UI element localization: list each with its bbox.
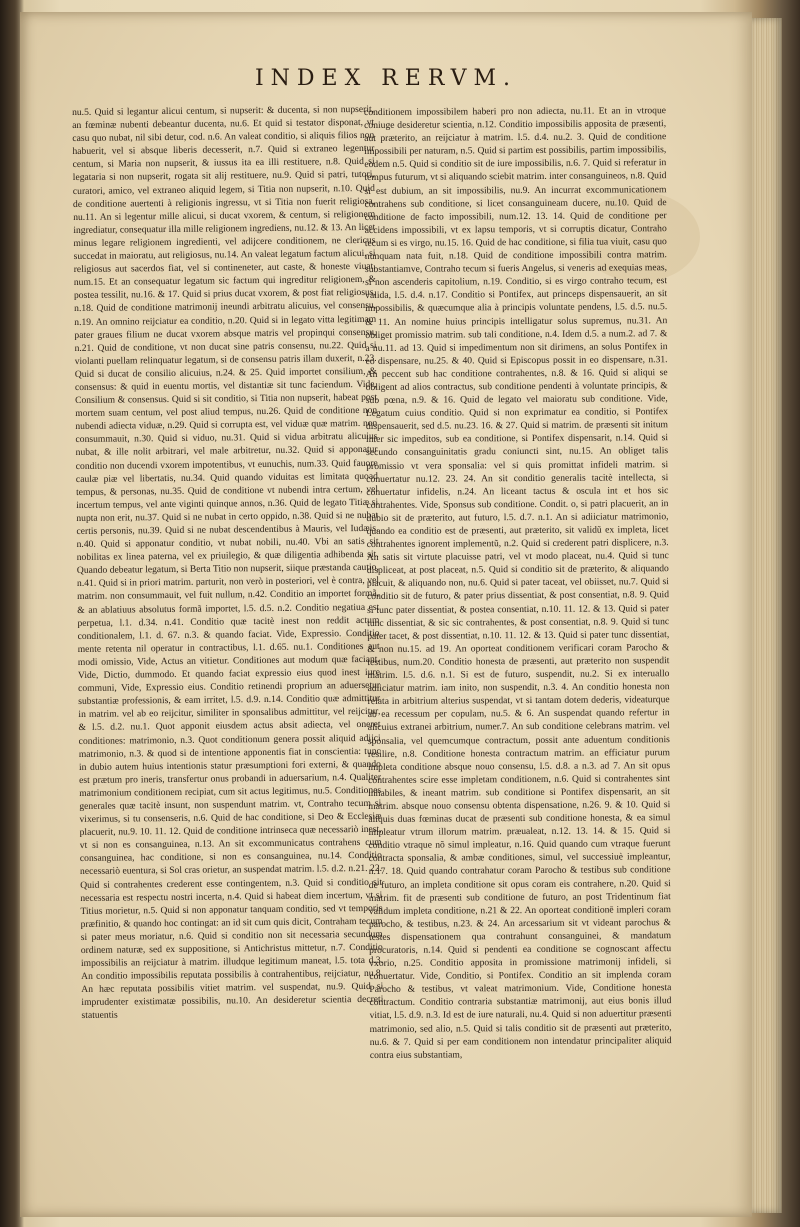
- index-text-right: conditionem impossibilem haberi pro non adiecta, nu.11. Et an in vtroque coniuge desideretur scientia, n.12. Conditio impossibilis apposita de præsenti, aut præterito, an reijciatur à matrim. l.5. d.4. nu.2. 3. Quid de conditione impossibili per naturam, n.5. Quid si partim est possibilis, partim impossibilis, eodem n.5. Quid si conditio sit de iure impossibilis, n.6. 7. Quid si referatur in tempus futurum, vt si aliquando sciebit matrim. inter consanguineos, n.8. Quid si est dubium, an sit impossibilis, nu.9. An incurrat excommunicationem contrahens sub conditione, si licet consanguineam ducere, nu.10. Quid de conditione de facto impossibili, num.12. 13. 14. Quid de conditione per accidens impossibili, vt ex lapsu temporis, vt si corruptis dicatur, Contraho tecum si es virgo, nu.15. 16. Quid de hac conditione, si filia tua viuit, casu quo nunquam nata fuit, n.18. Quid de conditione impossibili contra matrim. substantiamve, Contraho tecum si fueris Angelus, si veneris ad exequias meas, si non ascenderis capitolium, n.19. Conditio, si es virgo contraho tecum, est valida, l.5. d.4. n.17. Conditio si Pontifex, aut princeps dispensauerit, an sit impossibilis, & quæcumque alia à principis voluntate pendens, l.5. d.5. nu.5. & 11. An nomine huius principis intelligatur solus supremus, nu.31. An obliget promissio matrim. sub tali conditione, n.4. Idem d.5. a num.2. ad 7. & a nu.11. ad 13. Quid si impedimentum non sit dirimens, an solus Pontifex in eo dispensare, nu.25. & 40. Quid si Episcopus possit in eo dispensare, n.31. An peccent sub hac conditione contrahentes, n.8. & 16. Quid si aliqui se obligent ad alios contractus, sub conditione pendenti à voluntate principis, & sub pœna, n.9. & 16. Quid de legato vel maioratu sub conditione. Vide, Legatum cuius conditio. Quid si non exprimatur ea conditio, si Pontifex dispensauerit, sed d.5. nu.23. 16. & 27. Quid si matrim. de præsenti sit initum inter sic impeditos, sub ea conditione, si Pontifex dispensarit, n.14. Quid si secundo consanguinitatis gradu coniuncti sint, nu.15. An obliget talis promissio vt vera sponsalia: vel si quis promittat infideli matrim. si conuertatur nu.12. 23. 24. An sit conditio generalis tacitè intellecta, si conuertatur infidelis, n.24. An liceant tactus & oscula int et hos sic contrahentes. Vide, Sponsus sub conditione. Condit. o, si patri placuerit, an in dubio sit de præterito, aut futuro, l.5. d.7. n.1. An si adiiciatur matrimonio, quando ea conditio est de præsenti, aut præterito, sit validũ ex impleta, licet contrahentes ignorent implementũ, n.2. Quid si crederent patri displicere, n.3. An satis sit virtute placuisse patri, vel vt modo placeat, nu.4. Quid si tunc displiceat, at post placeat, n.5. Quid si conditio sit de præterito, & aliquando placuit, & aliquando non, nu.6. Quid si pater taceat, vel obiisset, nu.7. Quid si conditio sit de futuro, & pater prius dissentiat, & post consentiat, n.8. 9. Quid si tunc pater dissentiat, & postea consentiat, n.10. 11. 12. & 13. Quid si pater tunc dissentiat, & sic sic contrahentes, & post consentiat, n.8. 9. Quid si tunc pater tacet, & post dissentiat, n.10. 11. 12. & 13. Quid si pater tunc dissentiat, & non nu.15. ad 19. An oporteat conditionem verificari coram Parocho & testibus, num.20. Conditio honesta de præsenti, aut præterito non suspendit matrim. l.5. d.6. n.1. Si est de futuro, suspendit, nu.2. Si ex interuallo adiiciatur matrim. iam inito, non suspendit, n.3. 4. An conditio honesta non relata in arbitrium alterius suspendat, vt si tantam dotem dederis, videaturque ab ea recessum per copulam, nu.5. & 6. An suspendat quando refertur in alicuius extranei arbitrium, numer.7. An sub conditione celebrans matrim. vel sponsalia, vel quemcumque contractum, possit ante aduentum conditionis resilire, n.8. Conditione honesta contractum matrim. an efficiatur purum impleta conditione absque nouo consensu, l.5. d.8. a n.3. ad 7. An sit opus contrahentes scire esse impletam conditionem, n.6. Quid si contrahentes sint inhabiles, & ineant matrim. sub conditione si Pontifex dispensarit, an sit matrim. absque nouo consensu obtenta dispensatione, n.26. 9. & 10. Quid si aliquis duas fœminas ducat de præsenti sub conditione honesta, & ea simul impleatur vtrum illorum matrim. præualeat, n.12. 13. 14. & 15. Quid si conditio vtraque nõ simul impleatur, n.16. Quid quando cum vtraque fuerunt contracta sponsalia, & ambæ conditiones, simul, vel successiuè impleantur, n.17. 18. Quid quando contrahatur coram Parocho & testibus sub conditione de futuro, an impleta conditione sit opus coram eis contrahere, n.20. Quid si matrim. fit de præsenti sub conditione de futuro, an post Tridentinum fiat validum impleta conditione, n.21 & 22. An oporteat conditionē impleri coram parocho, & testibus, n.23. & 24. An arcessarium sit vt videant parochus & testes dispensationem qua contrahunt consanguinei, & mandatum procuratoris, n.14. Quid si pendenti ea conditione se cognoscant affectu vxorio, n.25. Conditio apposita in promissione matrimonij infideli, si conuertatur. Vide, Conditio, si Pontifex. Conditio an sit implenda coram Parocho & testibus, vt valeat matrimonium. Vide, Conditione honesta contractum. Conditio contraria substantiæ matrimonij, aut eius bonis illud vitiat, l.5. d.9. n.3. Id est de iure naturali, nu.4. Quid si non aduertitur præsenti matrimonio, sed alio, n.5. Quid si talis conditio sit de præsenti aut præterito, nu.6. & 7. Quid si per eam conditionem non intendatur principaliter aliquid contra eius substantiam,: [364, 105, 672, 1061]
- index-column-right: [364, 104, 673, 1206]
- page-title: INDEX RERVM.: [254, 66, 518, 91]
- page-fore-edge: [752, 18, 782, 1213]
- index-column-left: [72, 103, 386, 1206]
- book-page: [20, 12, 752, 1217]
- index-text-left: nu.5. Quid si legantur alicui centum, si nupserit: & ducenta, si non nupserit, an fœminæ nubenti debeantur ducenta, nu.6. Et quid si testator disponat, vt casu quo nubat, nil sibi detur, cod. n.6. An valeat conditio, si aliquis filios non habuerit, vel si absque liberis decesserit, n.7. Quid si extraneo legentur centum, si Maria non nupserit, & iussus ita ea illi restituere, n.8. Quid si legataria si non nupserit, rogata sit alij restituere, nu.9. Quid si patri, tutori, curatori, amico, vel extraneo aliquid legem, si Titia non nupserit, n.10. Quid de conditione auertenti à religionis ingressu, vt si Titia non fuerit religiosa, nu.11. An si legentur mille alicui, si ducat vxorem, & centum, si religionem ingrediatur, consequatur illa mille religionem ingrediens, nu.12. & 13. An licet minus legare religionem ingredienti, vel adijcere conditionem, ne clericus succedat in maioratu, aut religiosus, nu.14. An valeat legatum factum alicui, si religiosus aut sacerdos fiat, vel si contineneter, aut caste, & honeste viuat, num.15. Et an consequatur legatum sic factum qui ingreditur religionem, & postea tessilit, nu.16. & 17. Quid si prius ducat vxorem, & post fiat religiosus, n.18. Quid de conditione matrimonij ineundi arbitratu alicuius, vel consensu, n.19. An omnino reijciatur ea conditio, n.20. Quid si in legato vitta legitimam pater graues filium ne ducat vxorem absque matris vel propinqui consensu, n.21. Quid de conditione, vt non ducat sine patris consensu, nu.22. Quid si violanti puellam relinquatur legatum, si de consensu patris illam duxerit, n.23. Quid si ducat de consilio alicuius, n.24. & 25. Quid importet consilium, & consensus: & quid in euentu mortis, vel distantiæ sit tunc faciendum. Vide, Consilium & consensus. Quid si sit conditio, si Titia non nupserit, habeat post mortem suam centum, vel post aliud tempus, nu.26. Quid de conditione non nubendi adiecta viduæ, n.29. Quid si corrupta est, vel viduæ quæ matrim. non consummauit, n.30. Quid si viduo, nu.31. Quid si vidua arbitratu alicuius nubat, & ille nolit arbitrari, vel male arbitretur, nu.32. Quid si apponatur conditio non ducendi vxorem impotentibus, vt eunuchis, num.33. Quid fauore caulæ piæ vel libertatis, nu.34. Quid quando viduitas est limitata quoad tempus, & personas, nu.35. Quid de conditione vt nubendi intra certum, vel incertum tempus, vel ante viginti quinque annos, n.36. Quid de legato Titiæ si nupta non erit, nu.37. Quid si ne nubat in certo oppido, n.38. Quid si ne nubat certis personis, nu.39. Quid si ne nubat descendentibus à Mauris, vel Iudæis, n.40. Quid si apponatur conditio, vt nubat nobili, nu.40. Vbi an satis sit nobilitas ex linea paterna, vel ex priuilegio, & quæ diligentia adhibenda sit. Quando debeatur legatum, si Berta Titio non nupserit, siique præstanda cautio, n.41. Quid si in priori matrim. parturit, non verò in posteriori, vel è contra, vel matrim. non consummauit, vel fuit nullum, n.42. Conditio an importet formã, & an ablatiuus absolutus formã importet, l.5. d.5. n.2. Conditio negatiua est perpetua, l.1. d.34. n.41. Conditio quæ tacitè inest non reddit actum conditionalem, l.1. d. 67. n.3. & quando faciat. Vide, Expressio. Conditio mente retenta nil operatur in contractibus, l.1. d.65. nu.1. Conditiones aut modi omissio, Vide, Actus an vitietur. Conditiones aut modum quæ faciant. Vide, Dictio, dummodo. Et quando faciat expressio eius quod inest iure communi, Vide, Expressio eius. Conditio retinendi proprium an aduersetur substantiæ professionis, & eam irritet, l.5. d.9. n.14. Conditio quæ admittitur in matrim. vel ab eo reijcitur, similiter in sponsalibus admittitur, vel reijcitur, & l.5. d.2. nu.1. Quot apponit eiusdem actus absit adiecta, vel oneret conditiones: matrimonio, n.3. Quot conditionum genera possit aliquid adijci matrimonio, n.3. & quod si de intentione apponentis fiat in conscientia: tunc in dubio autem huius intentionis statur præsumptioni fori externi, & quando est prætum pro ineris, transfertur onus probandi in aduersarium, n.4. Qualiter matrimonium conditionem recipiat, cum sit actus legitimus, nu.5. Conditiones generales quæ tacitè insunt, non suspendunt matrim. vt, Contraho tecum si vixerimus, si tu consenseris, n.6. Quid de hac conditione, si Deo & Ecclesiæ placuerit, nu.9. 10. 11. 12. Quid de conditione intrinseca quæ necessariò inest, vt si non es consanguinea, n.13. An sit excommunicatus contrahens cum consanguinea, hac conditione, si non es consanguinea, nu.14. Conditio necessariò euentura, si Sol cras orietur, an suspendat matrim. l.5. d.2. n.21. 22. Quid si contrahentes crederent esse contingentem, n.3. Quid si conditio sit necessaria est respectu nostri incerta, n.4. Quid si habeat diem incertum, vt si Titius morietur, n.5. Quid si non apponatur tanquam conditio, sed vt temporis præfinitio, & quando hoc contingat: an id sit cum quis dicit, Contraham tecum si pater meus moriatur, n.6. Quid si conditio non sit necessaria secundum ordinem naturæ, sed ex suppositione, si Antichristus mittetur, n.7. Conditio impossibilis an reijciatur à matrim. illudque legitimum maneat, l.5. tota d.3. An conditio impossibilis reputata possibilis à contrahentibus, reijciatur, nu.8. An hæc reputata possibilis vitiet matrim. vel suspendat, nu.9. Quid si imprudenter existimatæ possibilis, nu.10. An desideretur scientia decreti statuentis: [72, 103, 384, 1022]
